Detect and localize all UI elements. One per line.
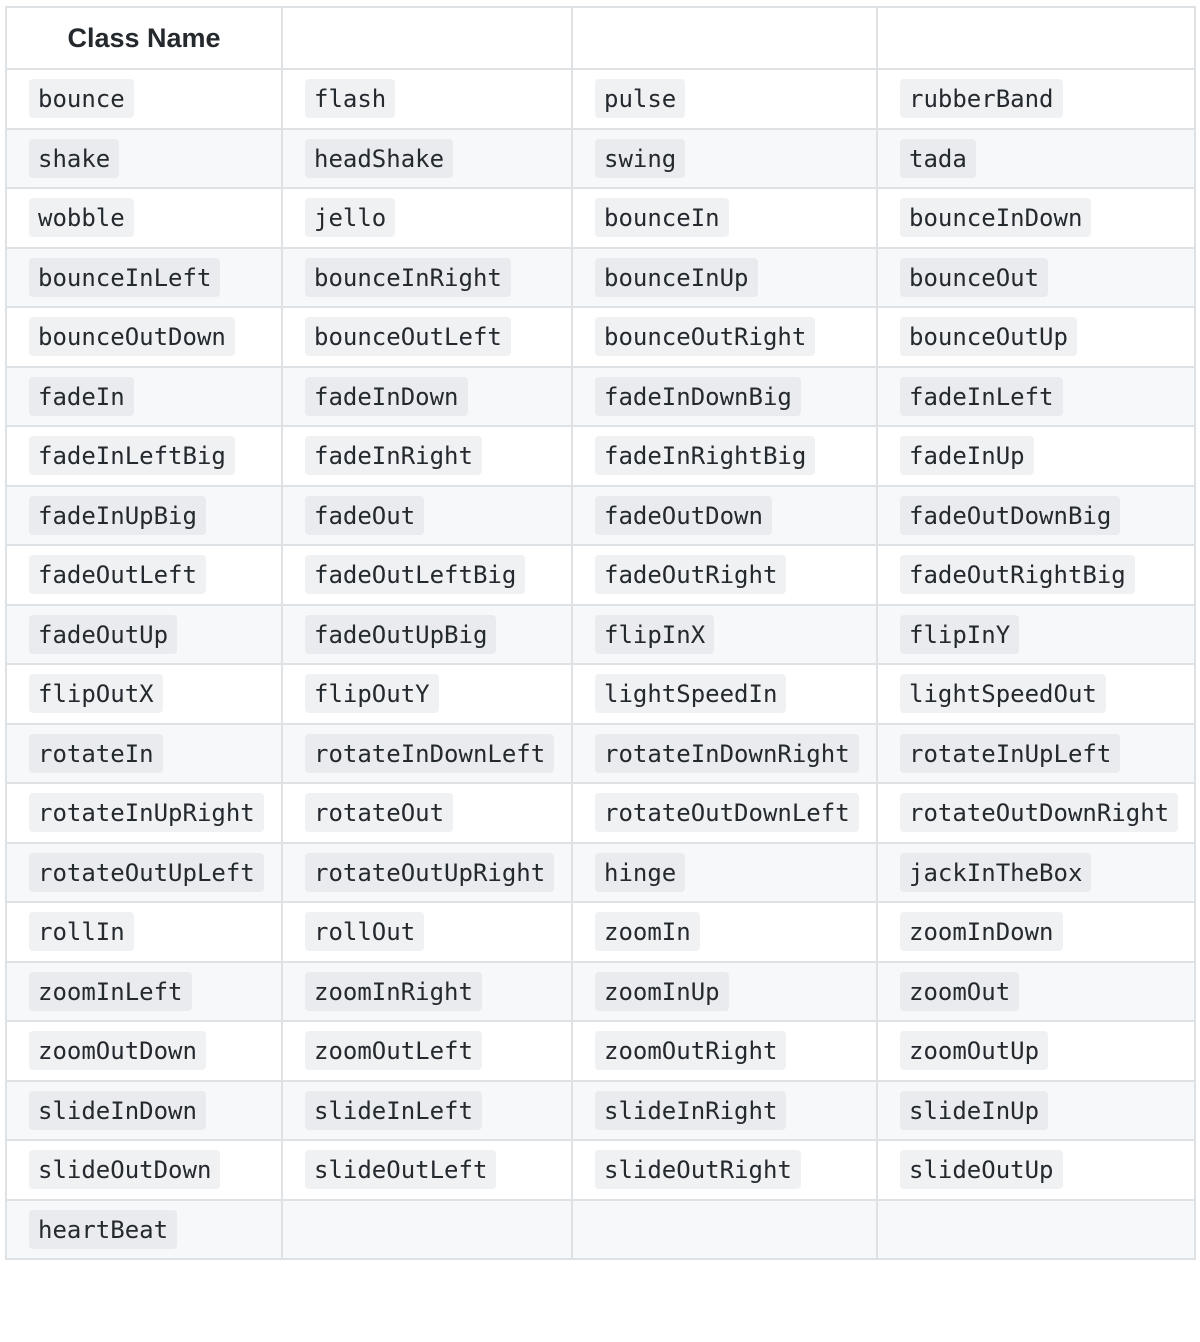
table-cell bbox=[572, 486, 877, 546]
table-cell bbox=[282, 307, 572, 367]
class-name-code: fadeOutLeftBig bbox=[305, 555, 525, 594]
class-name-code: rotateInDownLeft bbox=[305, 734, 554, 773]
table-body bbox=[6, 69, 1195, 1259]
table-cell bbox=[6, 1021, 282, 1081]
table-cell bbox=[282, 486, 572, 546]
class-name-code: swing bbox=[595, 139, 685, 178]
table-cell bbox=[282, 69, 572, 129]
table-cell bbox=[282, 129, 572, 189]
table-row bbox=[6, 188, 1195, 248]
class-name-code: rotateOutUpRight bbox=[305, 853, 554, 892]
table-row bbox=[6, 486, 1195, 546]
table-cell bbox=[572, 545, 877, 605]
table-row bbox=[6, 902, 1195, 962]
table-cell bbox=[572, 1021, 877, 1081]
table-row bbox=[6, 307, 1195, 367]
table-row bbox=[6, 962, 1195, 1022]
table-cell bbox=[282, 188, 572, 248]
class-name-code: fadeInUp bbox=[900, 436, 1034, 475]
class-name-code: slideInLeft bbox=[305, 1091, 482, 1130]
table-row bbox=[6, 1021, 1195, 1081]
class-name-code: bounceOutLeft bbox=[305, 317, 511, 356]
class-name-code: pulse bbox=[595, 79, 685, 118]
class-name-code: zoomInUp bbox=[595, 972, 729, 1011]
class-name-code: lightSpeedOut bbox=[900, 674, 1106, 713]
table-cell bbox=[6, 1200, 282, 1260]
table-cell bbox=[6, 605, 282, 665]
table-cell bbox=[282, 1021, 572, 1081]
class-name-code: rotateOutUpLeft bbox=[29, 853, 264, 892]
class-name-code: jello bbox=[305, 198, 395, 237]
table-cell bbox=[877, 1200, 1195, 1260]
table-cell bbox=[6, 486, 282, 546]
class-name-code: slideOutUp bbox=[900, 1150, 1063, 1189]
table-cell bbox=[877, 188, 1195, 248]
table-cell bbox=[6, 69, 282, 129]
animation-class-table bbox=[5, 6, 1196, 1260]
class-name-code: fadeOutLeft bbox=[29, 555, 206, 594]
class-name-code: fadeInLeft bbox=[900, 377, 1063, 416]
table-cell bbox=[572, 69, 877, 129]
table-row bbox=[6, 1200, 1195, 1260]
table-cell bbox=[877, 1081, 1195, 1141]
table-cell bbox=[572, 724, 877, 784]
table-cell bbox=[572, 1140, 877, 1200]
class-name-code: slideInDown bbox=[29, 1091, 206, 1130]
table-cell bbox=[282, 843, 572, 903]
table-cell bbox=[6, 188, 282, 248]
class-name-code: shake bbox=[29, 139, 119, 178]
table-cell bbox=[282, 1140, 572, 1200]
table-cell bbox=[282, 248, 572, 308]
table-cell bbox=[6, 1140, 282, 1200]
class-name-code: fadeInRightBig bbox=[595, 436, 815, 475]
class-name-code: slideOutLeft bbox=[305, 1150, 496, 1189]
class-name-code: lightSpeedIn bbox=[595, 674, 786, 713]
table-cell bbox=[877, 307, 1195, 367]
table-row bbox=[6, 724, 1195, 784]
class-name-code: flipInY bbox=[900, 615, 1019, 654]
class-name-code: fadeOutDownBig bbox=[900, 496, 1120, 535]
class-name-code: slideInRight bbox=[595, 1091, 786, 1130]
class-name-code: zoomOut bbox=[900, 972, 1019, 1011]
class-name-code: bounceOutRight bbox=[595, 317, 815, 356]
table-cell bbox=[282, 724, 572, 784]
table-cell bbox=[282, 902, 572, 962]
table-row bbox=[6, 1081, 1195, 1141]
class-name-code: fadeIn bbox=[29, 377, 134, 416]
class-name-code: bounceIn bbox=[595, 198, 729, 237]
table-cell bbox=[877, 902, 1195, 962]
class-name-code: fadeInRight bbox=[305, 436, 482, 475]
class-name-code: fadeInDownBig bbox=[595, 377, 801, 416]
table-cell bbox=[6, 664, 282, 724]
table-row bbox=[6, 367, 1195, 427]
table-cell bbox=[572, 962, 877, 1022]
class-name-code: jackInTheBox bbox=[900, 853, 1091, 892]
class-name-code: flipInX bbox=[595, 615, 714, 654]
table-cell bbox=[877, 1021, 1195, 1081]
table-cell bbox=[282, 545, 572, 605]
table-cell bbox=[877, 664, 1195, 724]
table-cell bbox=[877, 783, 1195, 843]
class-name-code: bounce bbox=[29, 79, 134, 118]
table-cell bbox=[282, 367, 572, 427]
table-cell bbox=[572, 1200, 877, 1260]
table-cell bbox=[6, 426, 282, 486]
table-cell bbox=[572, 1081, 877, 1141]
table-cell bbox=[282, 1200, 572, 1260]
table-cell bbox=[572, 426, 877, 486]
class-name-code: rotateOut bbox=[305, 793, 453, 832]
column-header-class-name: Class Name bbox=[6, 7, 282, 69]
class-name-code: tada bbox=[900, 139, 976, 178]
column-header-empty bbox=[877, 7, 1195, 69]
class-name-code: rotateOutDownLeft bbox=[595, 793, 859, 832]
table-cell bbox=[282, 783, 572, 843]
class-name-code: fadeOutRight bbox=[595, 555, 786, 594]
table-row bbox=[6, 545, 1195, 605]
class-name-code: bounceInDown bbox=[900, 198, 1091, 237]
table-row bbox=[6, 1140, 1195, 1200]
class-name-code: rubberBand bbox=[900, 79, 1063, 118]
class-name-code: rollIn bbox=[29, 912, 134, 951]
table-cell bbox=[877, 69, 1195, 129]
table-cell bbox=[6, 1081, 282, 1141]
table-cell bbox=[6, 248, 282, 308]
table-cell bbox=[572, 605, 877, 665]
class-name-code: fadeOutUpBig bbox=[305, 615, 496, 654]
table-cell bbox=[6, 902, 282, 962]
table-cell bbox=[6, 962, 282, 1022]
table-cell bbox=[6, 724, 282, 784]
table-cell bbox=[877, 962, 1195, 1022]
class-name-code: zoomInRight bbox=[305, 972, 482, 1011]
table-cell bbox=[877, 1140, 1195, 1200]
class-name-code: fadeInDown bbox=[305, 377, 468, 416]
table-cell bbox=[572, 307, 877, 367]
class-name-code: rollOut bbox=[305, 912, 424, 951]
class-name-code: fadeInLeftBig bbox=[29, 436, 235, 475]
class-name-code: bounceOutDown bbox=[29, 317, 235, 356]
table-header bbox=[6, 7, 1195, 69]
class-name-code: hinge bbox=[595, 853, 685, 892]
table-cell bbox=[877, 129, 1195, 189]
table-row bbox=[6, 843, 1195, 903]
class-name-code: zoomOutLeft bbox=[305, 1031, 482, 1070]
class-name-code: bounceOutUp bbox=[900, 317, 1077, 356]
class-name-code: headShake bbox=[305, 139, 453, 178]
table-cell bbox=[877, 843, 1195, 903]
class-name-code: wobble bbox=[29, 198, 134, 237]
class-name-code: bounceInRight bbox=[305, 258, 511, 297]
table-cell bbox=[572, 248, 877, 308]
table-cell bbox=[572, 129, 877, 189]
column-header-empty bbox=[572, 7, 877, 69]
class-name-code: zoomOutDown bbox=[29, 1031, 206, 1070]
table-cell bbox=[6, 307, 282, 367]
table-cell bbox=[877, 426, 1195, 486]
table-cell bbox=[877, 248, 1195, 308]
table-cell bbox=[877, 486, 1195, 546]
class-name-code: zoomOutRight bbox=[595, 1031, 786, 1070]
animation-class-table-container bbox=[5, 6, 1196, 1260]
table-cell bbox=[282, 1081, 572, 1141]
class-name-code: rotateInUpLeft bbox=[900, 734, 1120, 773]
table-cell bbox=[6, 545, 282, 605]
class-name-code: flipOutY bbox=[305, 674, 439, 713]
table-row bbox=[6, 605, 1195, 665]
table-cell bbox=[572, 664, 877, 724]
class-name-code: rotateOutDownRight bbox=[900, 793, 1178, 832]
class-name-code: flash bbox=[305, 79, 395, 118]
table-cell bbox=[6, 367, 282, 427]
table-row bbox=[6, 783, 1195, 843]
table-row bbox=[6, 69, 1195, 129]
class-name-code: fadeOutUp bbox=[29, 615, 177, 654]
class-name-code: zoomIn bbox=[595, 912, 700, 951]
class-name-code: fadeOut bbox=[305, 496, 424, 535]
table-cell bbox=[877, 724, 1195, 784]
table-cell bbox=[6, 783, 282, 843]
table-cell bbox=[282, 962, 572, 1022]
class-name-code: rotateIn bbox=[29, 734, 163, 773]
class-name-code: zoomOutUp bbox=[900, 1031, 1048, 1070]
class-name-code: fadeOutRightBig bbox=[900, 555, 1135, 594]
class-name-code: fadeInUpBig bbox=[29, 496, 206, 535]
table-cell bbox=[282, 664, 572, 724]
table-row bbox=[6, 426, 1195, 486]
table-cell bbox=[877, 367, 1195, 427]
table-cell bbox=[572, 843, 877, 903]
header-row bbox=[6, 7, 1195, 69]
class-name-code: slideInUp bbox=[900, 1091, 1048, 1130]
table-cell bbox=[877, 605, 1195, 665]
column-header-empty bbox=[282, 7, 572, 69]
table-cell bbox=[282, 426, 572, 486]
table-cell bbox=[572, 902, 877, 962]
class-name-code: bounceInUp bbox=[595, 258, 758, 297]
table-row bbox=[6, 664, 1195, 724]
table-row bbox=[6, 129, 1195, 189]
table-row bbox=[6, 248, 1195, 308]
class-name-code: rotateInDownRight bbox=[595, 734, 859, 773]
class-name-code: flipOutX bbox=[29, 674, 163, 713]
table-cell bbox=[572, 783, 877, 843]
class-name-code: zoomInDown bbox=[900, 912, 1063, 951]
class-name-code: slideOutRight bbox=[595, 1150, 801, 1189]
table-cell bbox=[877, 545, 1195, 605]
class-name-code: bounceInLeft bbox=[29, 258, 220, 297]
table-cell bbox=[6, 129, 282, 189]
table-cell bbox=[6, 843, 282, 903]
class-name-code: fadeOutDown bbox=[595, 496, 772, 535]
table-cell bbox=[572, 188, 877, 248]
table-cell bbox=[282, 605, 572, 665]
table-cell bbox=[572, 367, 877, 427]
class-name-code: heartBeat bbox=[29, 1210, 177, 1249]
class-name-code: slideOutDown bbox=[29, 1150, 220, 1189]
class-name-code: rotateInUpRight bbox=[29, 793, 264, 832]
class-name-code: bounceOut bbox=[900, 258, 1048, 297]
class-name-code: zoomInLeft bbox=[29, 972, 192, 1011]
